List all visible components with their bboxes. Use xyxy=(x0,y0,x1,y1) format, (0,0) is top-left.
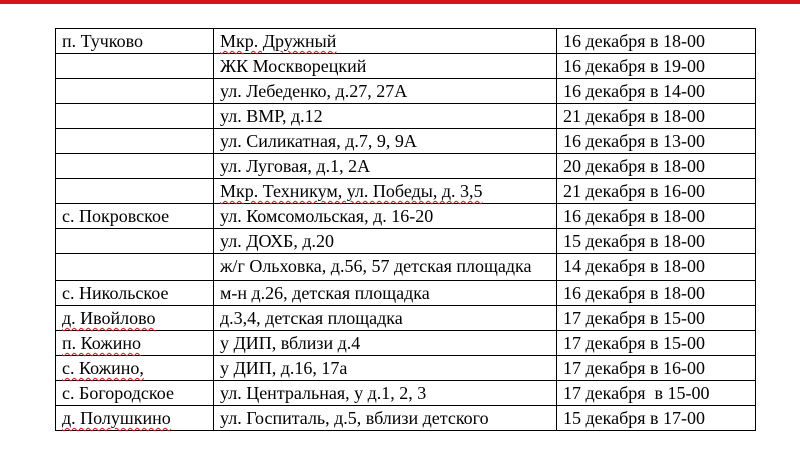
table-row xyxy=(56,179,756,204)
address-cell xyxy=(214,179,557,204)
address-cell: ж/г Ольховка, д.56, 57 детская площадка xyxy=(214,254,557,281)
time-cell: 17 декабря в 16-00 xyxy=(557,356,756,381)
address-cell: д.3,4, детская площадка xyxy=(214,306,557,331)
time-cell: 21 декабря в 18-00 xyxy=(557,104,756,129)
table-row xyxy=(56,29,756,54)
table-row xyxy=(56,356,756,381)
schedule-table xyxy=(55,28,756,431)
address-cell: ЖК Москворецкий xyxy=(214,54,557,79)
time-cell: 20 декабря в 18-00 xyxy=(557,154,756,179)
place-cell xyxy=(56,229,214,254)
address-cell: у ДИП, вблизи д.4 xyxy=(214,331,557,356)
place-text: с. Кожино, xyxy=(62,358,144,378)
place-cell xyxy=(56,306,214,331)
time-cell: 15 декабря в 17-00 xyxy=(557,406,756,431)
place-text: д. Полушкино xyxy=(62,408,171,428)
place-cell: п. Тучково xyxy=(56,29,214,54)
place-cell xyxy=(56,406,214,431)
table-row xyxy=(56,281,756,306)
place-cell xyxy=(56,254,214,281)
address-cell: ул. Луговая, д.1, 2А xyxy=(214,154,557,179)
place-text: п. Кожино xyxy=(62,333,141,353)
address-cell xyxy=(214,29,557,54)
place-text: д. Ивойлово xyxy=(62,308,156,328)
table-row xyxy=(56,406,756,431)
table-row xyxy=(56,254,756,281)
time-cell: 16 декабря в 18-00 xyxy=(557,281,756,306)
time-cell: 17 декабря в 15-00 xyxy=(557,381,756,406)
address-cell: ул. Силикатная, д.7, 9, 9А xyxy=(214,129,557,154)
time-cell: 16 декабря в 18-00 xyxy=(557,204,756,229)
time-cell: 16 декабря в 13-00 xyxy=(557,129,756,154)
place-cell xyxy=(56,104,214,129)
time-cell: 14 декабря в 18-00 xyxy=(557,254,756,281)
place-cell xyxy=(56,356,214,381)
table-row xyxy=(56,129,756,154)
place-cell xyxy=(56,179,214,204)
place-cell xyxy=(56,54,214,79)
top-accent-bar xyxy=(0,0,800,4)
address-cell: м-н д.26, детская площадка xyxy=(214,281,557,306)
time-cell: 17 декабря в 15-00 xyxy=(557,331,756,356)
time-cell: 16 декабря в 19-00 xyxy=(557,54,756,79)
table-row xyxy=(56,154,756,179)
time-cell: 16 декабря в 14-00 xyxy=(557,79,756,104)
time-cell: 15 декабря в 18-00 xyxy=(557,229,756,254)
table-row xyxy=(56,331,756,356)
place-cell: с. Богородское xyxy=(56,381,214,406)
address-text: Мкр. Техникум, ул. Победы, д. 3,5 xyxy=(220,181,483,201)
table-row xyxy=(56,229,756,254)
table-row xyxy=(56,306,756,331)
address-cell: ул. Лебеденко, д.27, 27А xyxy=(214,79,557,104)
table-row xyxy=(56,79,756,104)
place-cell: с. Покровское xyxy=(56,204,214,229)
place-cell xyxy=(56,79,214,104)
table-row xyxy=(56,54,756,79)
place-cell xyxy=(56,154,214,179)
address-text: Мкр. Дружный xyxy=(220,31,337,51)
time-cell: 21 декабря в 16-00 xyxy=(557,179,756,204)
place-cell xyxy=(56,129,214,154)
table-row xyxy=(56,104,756,129)
time-cell: 17 декабря в 15-00 xyxy=(557,306,756,331)
address-cell: ул. Госпиталь, д.5, вблизи детского xyxy=(214,406,557,431)
time-cell: 16 декабря в 18-00 xyxy=(557,29,756,54)
address-cell: ул. Центральная, у д.1, 2, 3 xyxy=(214,381,557,406)
address-cell: у ДИП, д.16, 17а xyxy=(214,356,557,381)
place-cell: с. Никольское xyxy=(56,281,214,306)
table-row xyxy=(56,381,756,406)
address-cell: ул. ДОХБ, д.20 xyxy=(214,229,557,254)
address-cell: ул. ВМР, д.12 xyxy=(214,104,557,129)
table-row xyxy=(56,204,756,229)
place-cell xyxy=(56,331,214,356)
address-cell: ул. Комсомольская, д. 16-20 xyxy=(214,204,557,229)
